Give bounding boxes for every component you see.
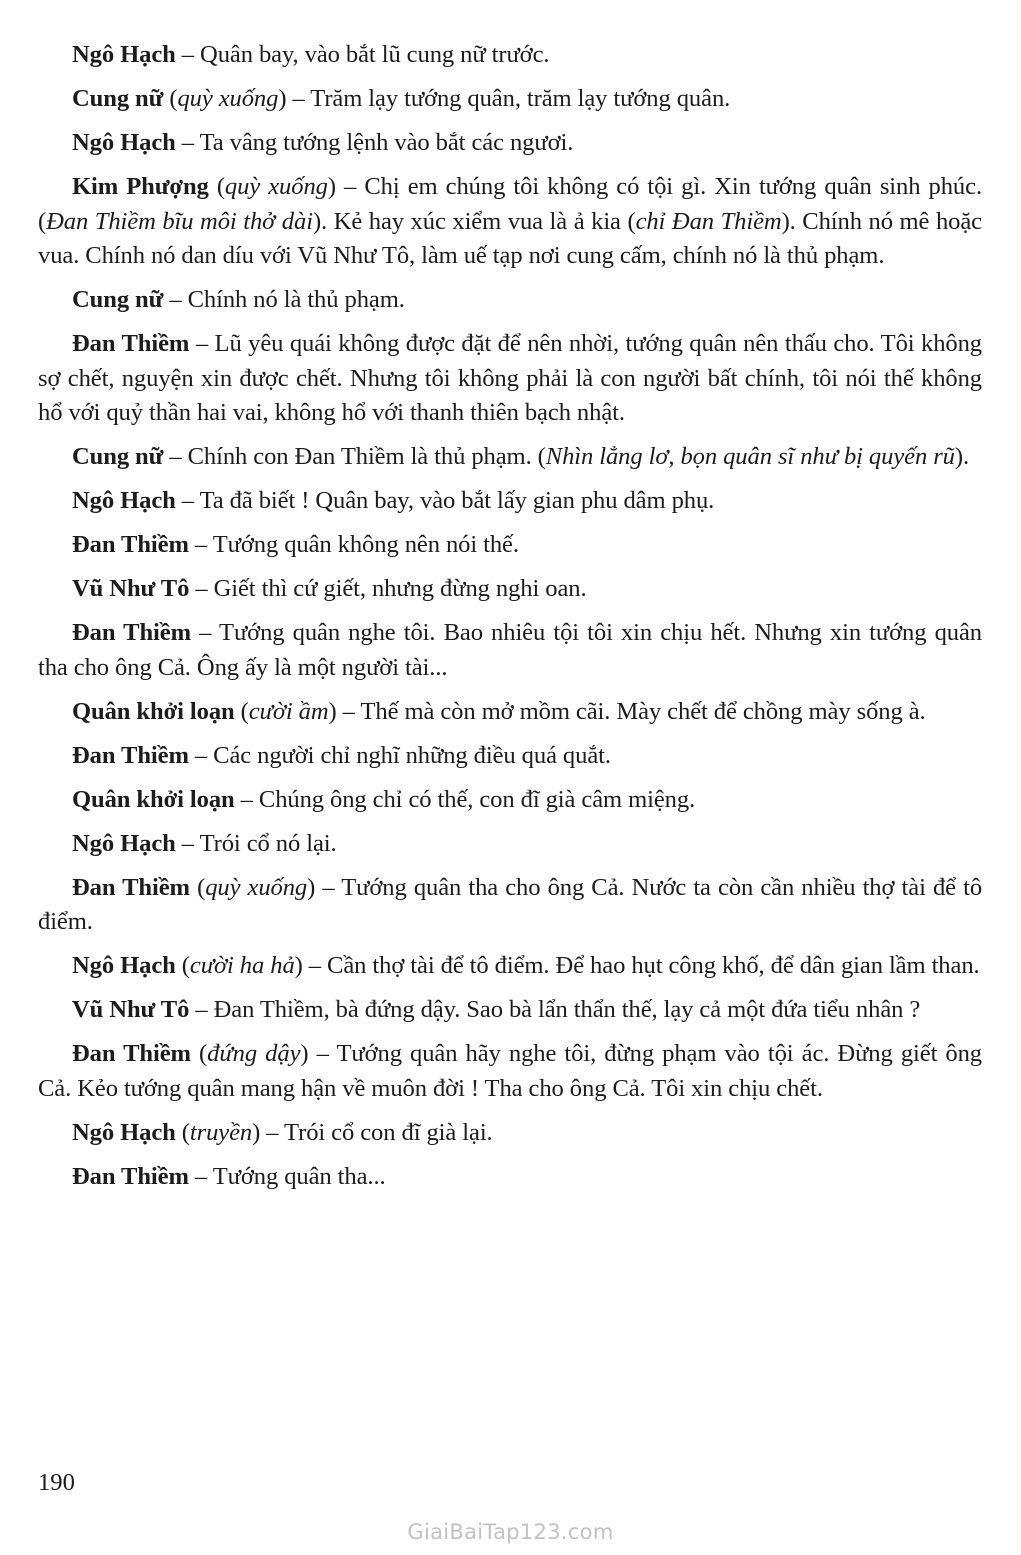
watermark: GiaiBaiTap123.com	[407, 1520, 614, 1544]
dialogue-text-segment: – Trói cổ nó lại.	[175, 829, 337, 857]
dialogue-text-segment: – Lũ yêu quái không được đặt để nên nhời, tướng quân nên thấu cho. Tôi không sợ chết, nguyện xin được chết. Nhưng tôi không phải là con người bất chính, tôi nói thế không hổ với quỷ thần hai vai, không hổ với thanh thiên bạch nhật.	[38, 330, 982, 426]
speaker-name: Đan Thiềm	[72, 531, 189, 558]
dialogue-line	[38, 484, 982, 519]
dialogue-line	[38, 572, 982, 607]
dialogue-line	[38, 1160, 982, 1195]
dialogue-text-segment: (	[208, 173, 225, 200]
stage-direction: cười ầm	[248, 697, 329, 725]
speaker-name: Quân khởi loạn	[72, 785, 235, 813]
dialogue-text-segment: ) – Tướng quân tha cho ông Cả. Nước ta còn cần nhiều thợ tài để tô điểm.	[38, 873, 983, 935]
dialogue-text-segment: (	[234, 697, 249, 725]
stage-direction: quỳ xuống	[205, 873, 308, 901]
dialogue-line	[38, 170, 982, 274]
speaker-name: Cung nữ	[72, 85, 164, 112]
dialogue-text-segment: ) – Tướng quân hãy nghe tôi, đừng phạm vào tội ác. Đừng giết ông Cả. Kẻo tướng quân mang hận về muôn đời ! Tha cho ông Cả. Tôi xin chịu chết.	[38, 1040, 983, 1102]
speaker-name: Đan Thiềm	[72, 1162, 189, 1190]
dialogue-line	[38, 827, 982, 862]
dialogue-text-segment: ). Chính nó mê hoặc vua. Chính nó dan díu với Vũ Như Tô, làm uế tạp nơi cung cấm, chính nó là thủ phạm.	[38, 207, 982, 269]
dialogue-text-segment: (	[190, 1040, 208, 1067]
dialogue-line	[38, 82, 982, 117]
speaker-name: Kim Phượng	[72, 173, 209, 200]
dialogue-text-segment: (	[189, 873, 206, 901]
speaker-name: Đan Thiềm	[72, 1040, 191, 1067]
speaker-name: Ngô Hạch	[72, 1118, 176, 1146]
dialogue-text	[38, 38, 982, 1194]
speaker-name: Ngô Hạch	[72, 952, 176, 979]
speaker-name: Đan Thiềm	[72, 330, 190, 357]
stage-direction: chỉ Đan Thiềm	[635, 207, 782, 235]
speaker-name: Cung nữ	[72, 443, 164, 470]
page-number: 190	[38, 1469, 75, 1496]
dialogue-text-segment: ).	[954, 443, 970, 470]
dialogue-line	[38, 783, 982, 818]
dialogue-text-segment: – Các người chỉ nghĩ những điều quá quắt.	[188, 741, 611, 769]
speaker-name: Ngô Hạch	[72, 487, 176, 514]
dialogue-text-segment: ). Kẻ hay xúc xiểm vua là ả kia (	[312, 207, 636, 235]
dialogue-line	[38, 283, 982, 318]
speaker-name: Đan Thiềm	[72, 619, 191, 646]
dialogue-line	[38, 327, 982, 431]
stage-direction: cười ha hả	[189, 952, 295, 979]
dialogue-text-segment: ) – Chị em chúng tôi không có tội gì. Xin tướng quân sinh phúc. (	[38, 173, 982, 235]
speaker-name: Cung nữ	[72, 286, 164, 313]
dialogue-line	[38, 871, 982, 940]
dialogue-line	[38, 949, 982, 984]
dialogue-text-segment: ) – Cần thợ tài để tô điểm. Để hao hụt công khố, để dân gian lầm than.	[294, 952, 980, 979]
stage-direction: quỳ xuống	[177, 85, 279, 112]
dialogue-text-segment: – Chính con Đan Thiềm là thủ phạm. (	[163, 443, 546, 470]
dialogue-text-segment: – Chính nó là thủ phạm.	[163, 286, 405, 313]
dialogue-text-segment: – Tướng quân không nên nói thế.	[188, 531, 519, 558]
dialogue-text-segment: – Ta vâng tướng lệnh vào bắt các ngươi.	[175, 129, 574, 156]
dialogue-line	[38, 993, 982, 1028]
dialogue-text-segment: – Quân bay, vào bắt lũ cung nữ trước.	[175, 41, 550, 68]
speaker-name: Quân khởi loạn	[72, 697, 235, 725]
dialogue-line	[38, 38, 982, 73]
dialogue-text-segment: (	[175, 1118, 190, 1146]
dialogue-text-segment: ) – Thế mà còn mở mồm cãi. Mày chết để chồng mày sống à.	[328, 697, 926, 725]
dialogue-text-segment: ) – Trăm lạy tướng quân, trăm lạy tướng quân.	[278, 85, 731, 112]
dialogue-text-segment: ) – Trói cổ con đĩ già lại.	[252, 1118, 493, 1146]
dialogue-line	[38, 695, 982, 730]
stage-direction: Đan Thiềm bĩu môi thở dài	[46, 207, 313, 235]
dialogue-line	[38, 528, 982, 563]
document-page	[38, 38, 982, 1204]
speaker-name: Vũ Như Tô	[72, 996, 190, 1023]
dialogue-text-segment: – Chúng ông chỉ có thế, con đĩ già câm miệng.	[234, 785, 696, 813]
stage-direction: Nhìn lẳng lơ, bọn quân sĩ như bị quyến rũ	[545, 443, 955, 470]
dialogue-text-segment: (	[163, 85, 178, 112]
dialogue-text-segment: – Tướng quân nghe tôi. Bao nhiêu tội tôi xin chịu hết. Nhưng xin tướng quân tha cho ông Cả. Ông ấy là một người tài...	[38, 619, 982, 681]
speaker-name: Ngô Hạch	[72, 829, 176, 857]
dialogue-line	[38, 616, 982, 685]
speaker-name: Đan Thiềm	[72, 741, 189, 769]
dialogue-line	[38, 1116, 982, 1151]
dialogue-line	[38, 1037, 982, 1106]
dialogue-line	[38, 440, 982, 475]
speaker-name: Đan Thiềm	[72, 873, 190, 901]
stage-direction: truyền	[189, 1118, 253, 1146]
dialogue-text-segment: – Ta đã biết ! Quân bay, vào bắt lấy gian phu dâm phụ.	[175, 487, 715, 514]
dialogue-line	[38, 126, 982, 161]
dialogue-text-segment: – Giết thì cứ giết, nhưng đừng nghi oan.	[189, 575, 587, 602]
stage-direction: đứng dậy	[207, 1040, 301, 1067]
stage-direction: quỳ xuống	[224, 173, 328, 200]
dialogue-text-segment: – Tướng quân tha...	[188, 1162, 386, 1190]
speaker-name: Ngô Hạch	[72, 41, 176, 68]
dialogue-line	[38, 739, 982, 774]
speaker-name: Vũ Như Tô	[72, 575, 190, 602]
dialogue-text-segment: – Đan Thiềm, bà đứng dậy. Sao bà lẩn thẩn thế, lạy cả một đứa tiểu nhân ?	[189, 996, 921, 1023]
dialogue-text-segment: (	[175, 952, 190, 979]
speaker-name: Ngô Hạch	[72, 129, 176, 156]
